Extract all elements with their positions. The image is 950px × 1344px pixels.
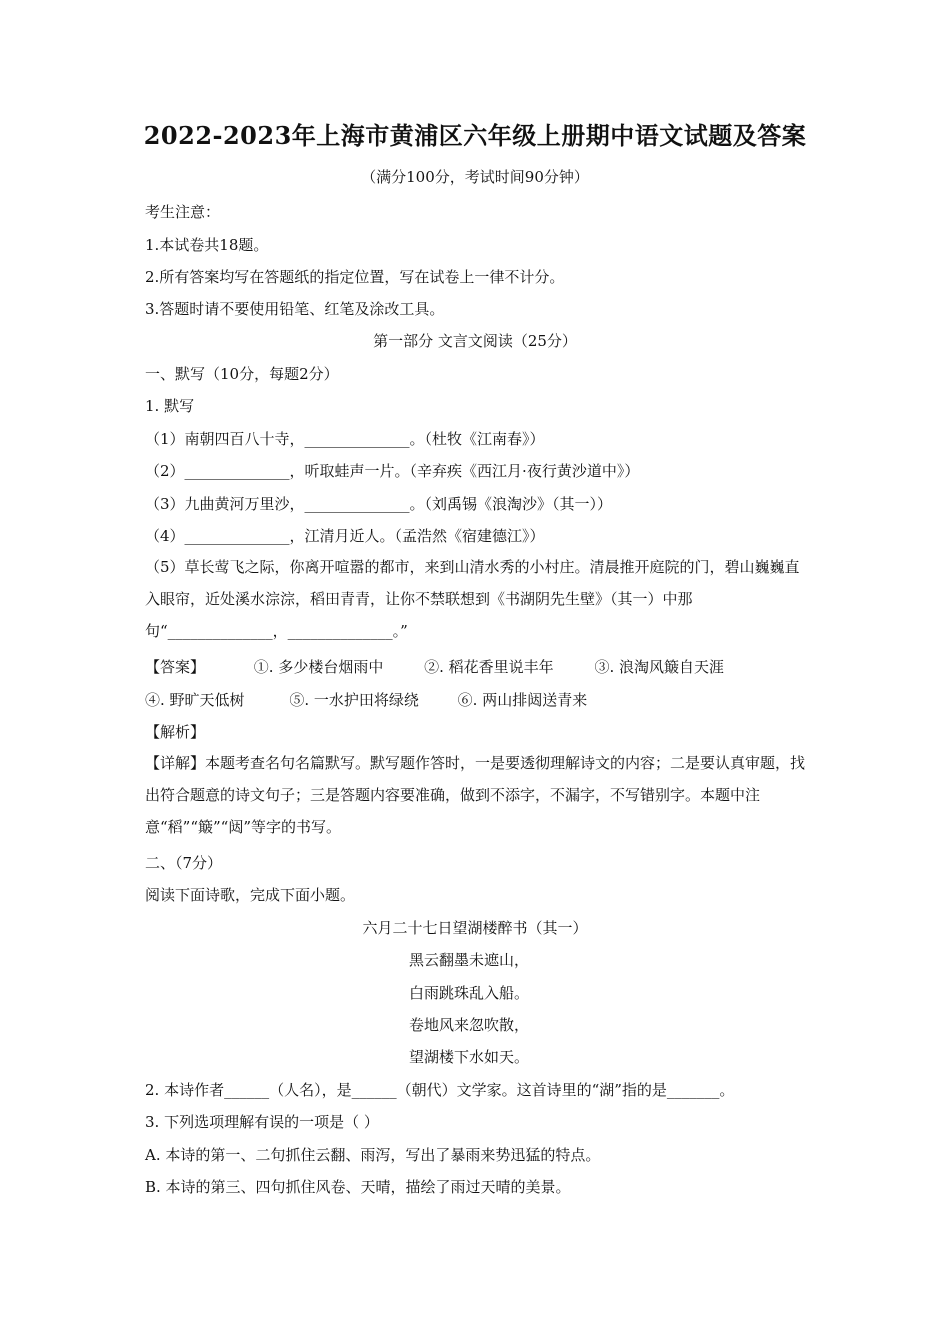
question-item: （5）草长莺飞之际，你离开喧嚣的都市，来到山清水秀的小村庄。清晨推开庭院的门，碧山巍巍直入眼帘，近处溪水淙淙，稻田青青，让你不禁联想到《书湖阴先生壁》（其一）中那句“______________，______________。” <box>145 558 800 640</box>
answer-label: 【答案】 <box>145 658 206 676</box>
section-instruction: 阅读下面诗歌，完成下面小题。 <box>145 886 356 904</box>
poem-line: 望湖楼下水如天。 <box>409 1048 530 1066</box>
poem-line: 白雨跳珠乱入船。 <box>409 984 530 1002</box>
answer-item: ③. 浪淘风簸自天涯 <box>594 658 724 676</box>
notice-heading: 考生注意： <box>145 203 221 221</box>
answer-item: ①. 多少楼台烟雨中 <box>253 658 384 676</box>
answer-item: ②. 稻花香里说丰年 <box>424 658 554 676</box>
question-option: B. 本诗的第三、四句抓住风卷、天晴，描绘了雨过天晴的美景。 <box>145 1178 571 1196</box>
part-heading: 第一部分 文言文阅读（25分） <box>373 332 577 350</box>
question-item: （1）南朝四百八十寺，______________。（杜牧《江南春》） <box>145 430 545 448</box>
question-label: 1. 默写 <box>145 397 195 415</box>
answer-row <box>145 656 724 677</box>
notice-item: 3.答题时请不要使用铅笔、红笔及涂改工具。 <box>145 300 445 318</box>
question-item: 2. 本诗作者______（人名），是______（朝代）文学家。这首诗里的“湖”指的是_______。 <box>145 1081 735 1099</box>
document-title: 2022-2023年上海市黄浦区六年级上册期中语文试题及答案 <box>143 121 807 150</box>
notice-item: 2.所有答案均写在答题纸的指定位置，写在试卷上一律不计分。 <box>145 268 565 286</box>
analysis-label: 【解析】 <box>145 723 206 741</box>
question-item: 3. 下列选项理解有误的一项是（ ） <box>145 1113 379 1131</box>
answer-item: ⑥. 两山排闼送青来 <box>457 691 588 709</box>
analysis-detail: 【详解】本题考查名句名篇默写。默写题作答时，一是要透彻理解诗文的内容；二是要认真审题，找出符合题意的诗文句子；三是答题内容要准确，做到不添字，不漏字，不写错别字。本题中注意“稻”“簸”“闼”等字的书写。 <box>145 754 806 836</box>
question-item: （3）九曲黄河万里沙，______________。（刘禹锡《浪淘沙》（其一）） <box>145 495 613 513</box>
question-item: （4）______________，江清月近人。（孟浩然《宿建德江》） <box>145 527 545 545</box>
answer-row <box>145 689 587 710</box>
poem-line: 卷地风来忽吹散， <box>409 1016 530 1034</box>
poem-title: 六月二十七日望湖楼醉书（其一） <box>362 919 588 937</box>
poem-line: 黑云翻墨未遮山， <box>409 951 530 969</box>
section-heading: 一、默写（10分，每题2分） <box>145 365 339 383</box>
answer-item: ④. 野旷天低树 <box>145 691 245 709</box>
question-option: A. 本诗的第一、二句抓住云翻、雨泻，写出了暴雨来势迅猛的特点。 <box>145 1146 601 1164</box>
section-heading: 二、（7分） <box>145 854 223 872</box>
question-item: （2）______________，听取蛙声一片。（辛弃疾《西江月·夜行黄沙道中》） <box>145 462 640 480</box>
notice-item: 1.本试卷共18题。 <box>145 236 269 254</box>
document-subtitle: （满分100分，考试时间90分钟） <box>361 168 589 186</box>
answer-item: ⑤. 一水护田将绿绕 <box>289 691 419 709</box>
